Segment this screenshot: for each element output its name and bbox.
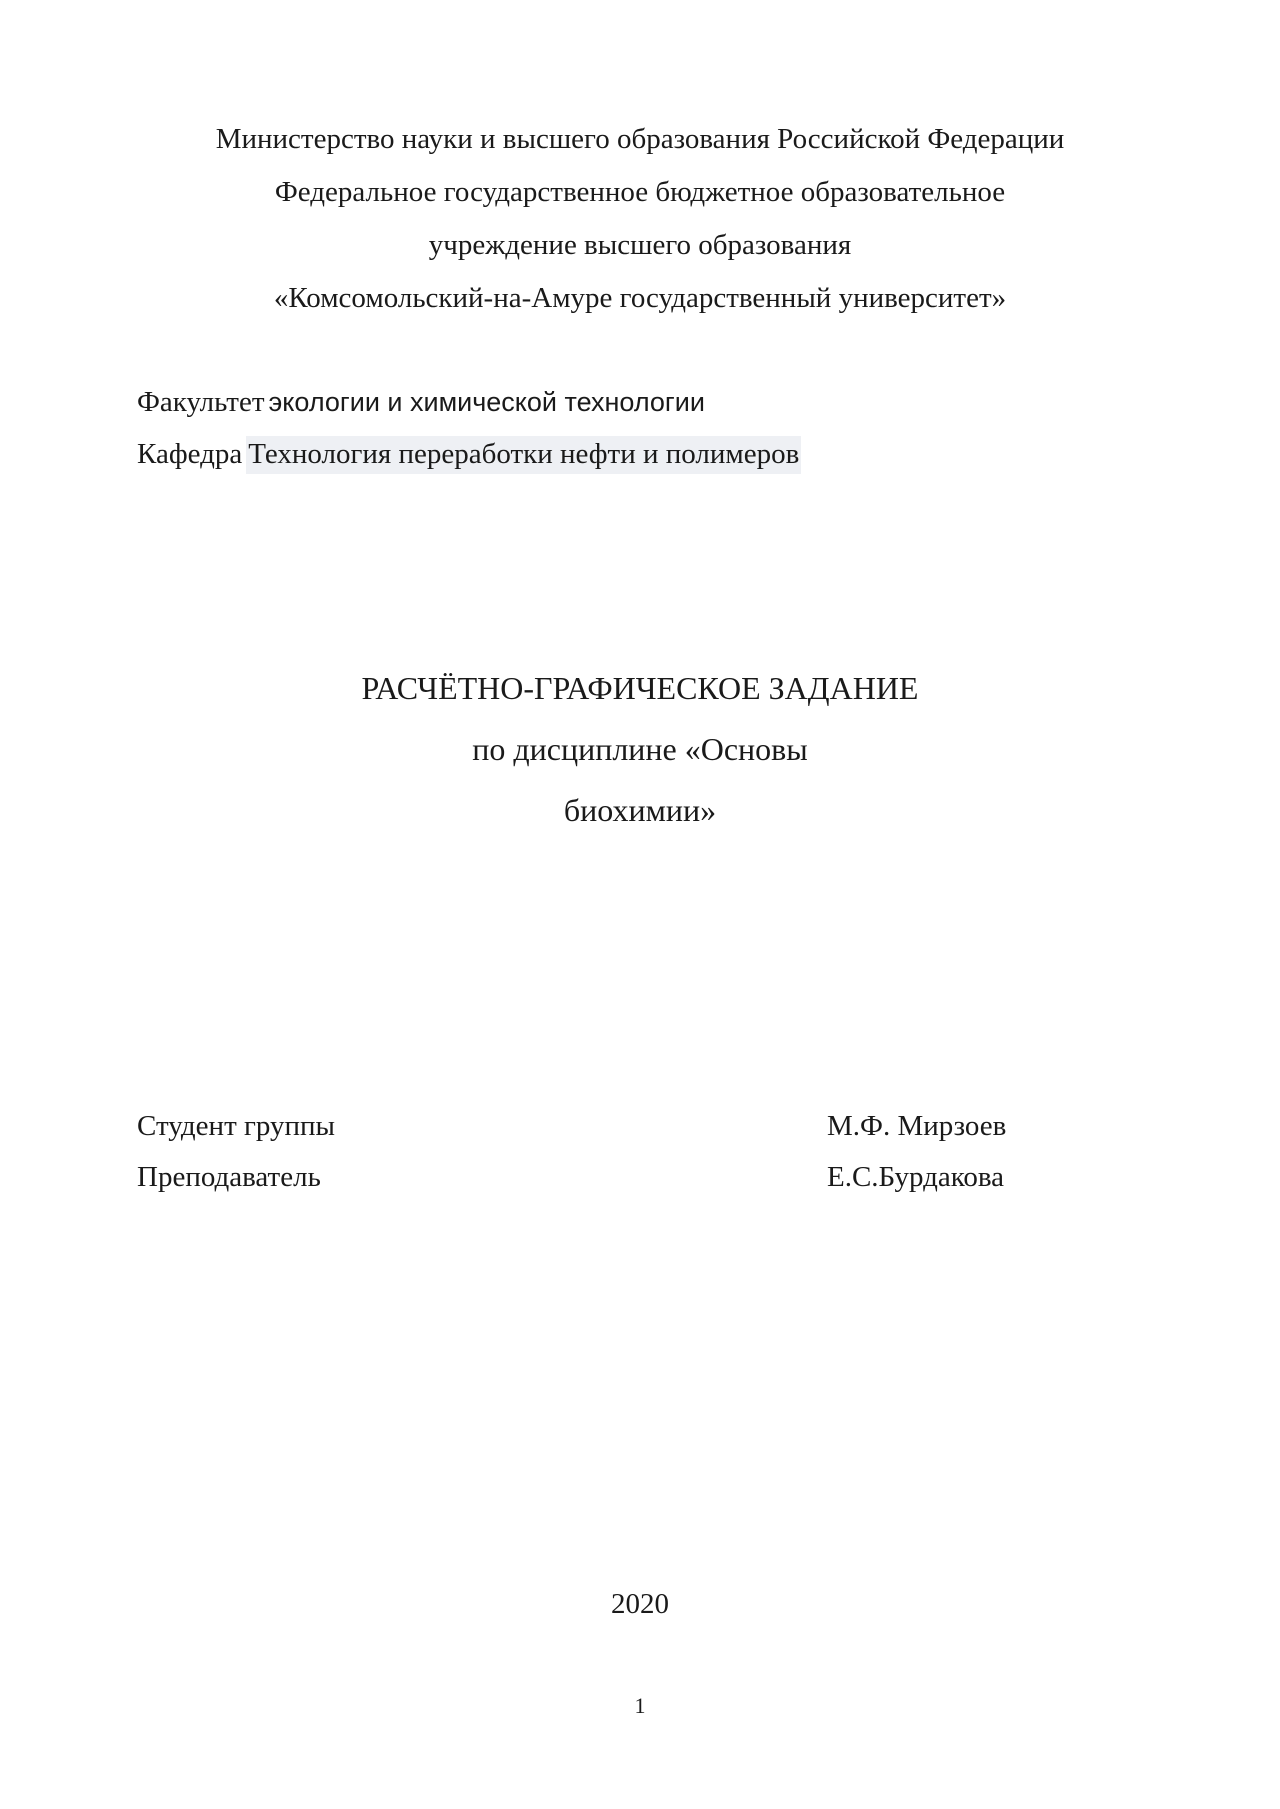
year: 2020 bbox=[611, 1588, 669, 1620]
faculty-label: Факультет bbox=[137, 386, 265, 418]
institution-level-line: учреждение высшего образования bbox=[428, 229, 852, 261]
teacher-label: Преподаватель bbox=[137, 1161, 321, 1193]
ministry-line: Министерство науки и высшего образования Российской Федерации bbox=[215, 123, 1065, 155]
department-value: Технология переработки нефти и полимеров bbox=[246, 436, 801, 474]
faculty-value: экологии и химической технологии bbox=[268, 387, 705, 417]
student-name: М.Ф. Мирзоев bbox=[827, 1110, 1007, 1142]
university-name-line: «Комсомольский-на-Амуре государственный университет» bbox=[273, 282, 1007, 314]
assignment-title: РАСЧЁТНО-ГРАФИЧЕСКОЕ ЗАДАНИЕ bbox=[361, 670, 919, 706]
department-line bbox=[137, 440, 801, 469]
page-number: 1 bbox=[634, 1693, 646, 1718]
discipline-line-2: биохимии» bbox=[563, 792, 717, 828]
faculty-line bbox=[137, 388, 705, 417]
discipline-line-1: по дисциплине «Основы bbox=[472, 731, 808, 767]
institution-type-line: Федеральное государственное бюджетное образовательное bbox=[274, 176, 1006, 208]
department-label: Кафедра bbox=[137, 438, 243, 470]
student-label: Студент группы bbox=[137, 1110, 336, 1142]
teacher-name: Е.С.Бурдакова bbox=[827, 1161, 1005, 1193]
